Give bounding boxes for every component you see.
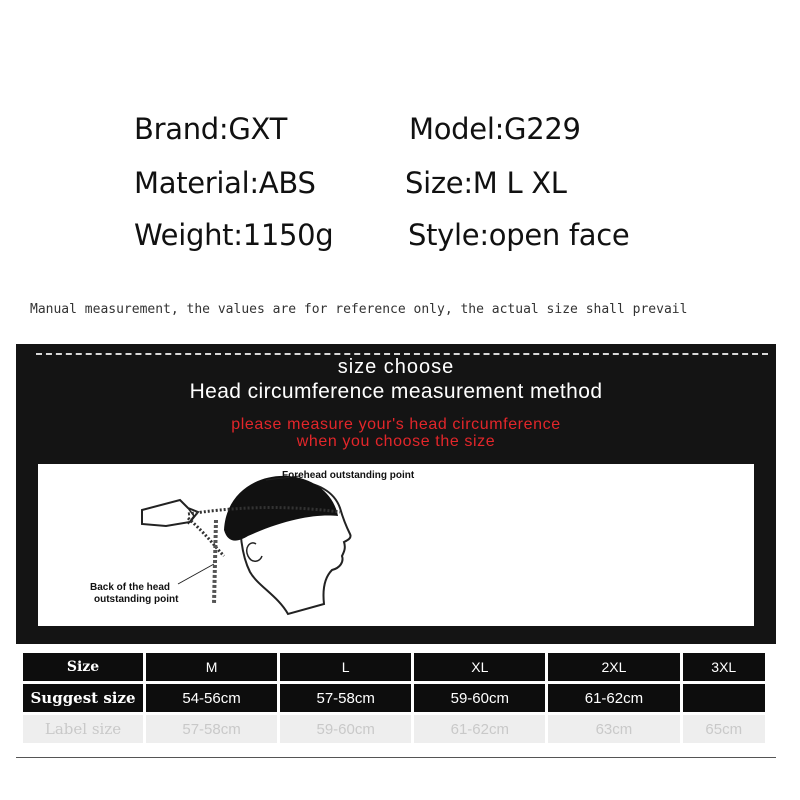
back-head-label-2: outstanding point	[94, 594, 179, 605]
table-cell: 65cm	[683, 715, 766, 743]
table-cell: L	[280, 653, 411, 681]
table-cell: Label size	[23, 715, 143, 743]
dashed-divider	[36, 353, 768, 355]
measurement-note: Manual measurement, the values are for reference only, the actual size shall prevail	[30, 302, 688, 317]
model-spec: Model:G229	[409, 112, 581, 146]
back-head-label-1: Back of the head	[90, 582, 171, 593]
panel-subtitle: Head circumference measurement method	[189, 380, 603, 403]
table-row-header	[23, 653, 765, 681]
table-cell: 57-58cm	[280, 684, 411, 712]
forehead-label: Forehead outstanding point	[282, 470, 415, 481]
red-instruction-2: when you choose the size	[296, 433, 496, 450]
table-cell: 57-58cm	[146, 715, 277, 743]
size-table	[20, 650, 768, 746]
table-cell: 3XL	[683, 653, 766, 681]
weight-spec: Weight:1150g	[134, 218, 334, 252]
table-cell: XL	[414, 653, 545, 681]
style-spec: Style:open face	[408, 218, 630, 252]
panel-title: size choose	[337, 356, 455, 378]
bottom-divider	[16, 757, 776, 758]
table-cell: 54-56cm	[146, 684, 277, 712]
size-spec: Size:M L XL	[405, 166, 567, 200]
table-cell: 59-60cm	[414, 684, 545, 712]
table-cell: 2XL	[548, 653, 679, 681]
table-cell: M	[146, 653, 277, 681]
material-spec: Material:ABS	[134, 166, 316, 200]
table-cell: 61-62cm	[548, 684, 679, 712]
head-measure-diagram	[38, 464, 754, 626]
table-row-suggest	[23, 684, 765, 712]
table-cell	[683, 684, 766, 712]
brand-spec: Brand:GXT	[134, 112, 287, 146]
table-cell: 59-60cm	[280, 715, 411, 743]
table-cell: Size	[23, 653, 143, 681]
measurement-panel	[16, 344, 776, 644]
table-cell: Suggest size	[23, 684, 143, 712]
table-cell: 63cm	[548, 715, 679, 743]
red-instruction-1: please measure your's head circumference	[231, 416, 561, 433]
table-row-label	[23, 715, 765, 743]
table-cell: 61-62cm	[414, 715, 545, 743]
